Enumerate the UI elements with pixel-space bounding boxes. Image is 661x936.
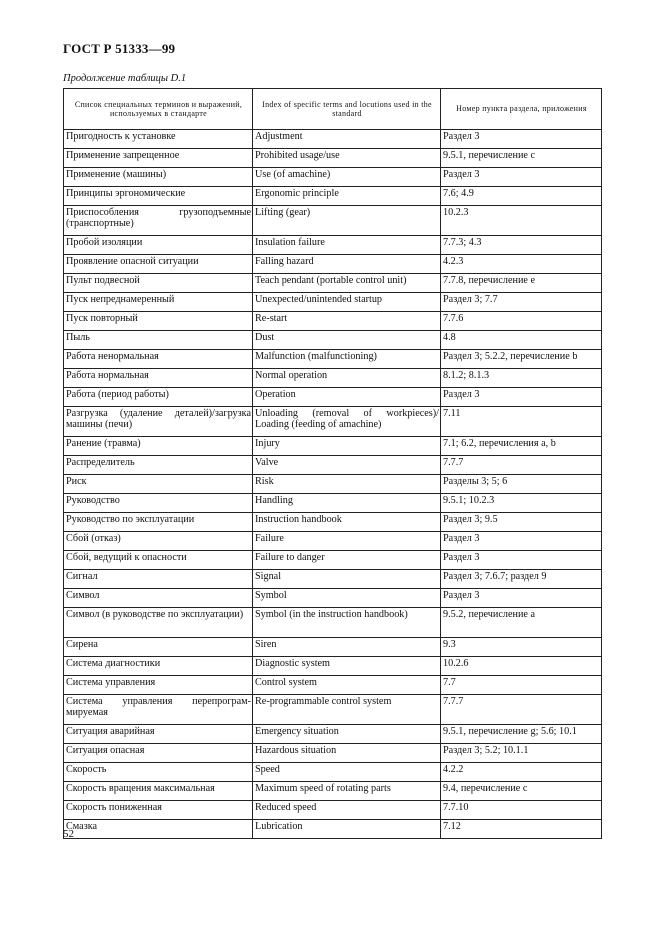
cell-russian-term: Ситуация опасная: [64, 744, 253, 763]
table-row: [64, 638, 602, 657]
cell-russian-term: Сигнал: [64, 570, 253, 589]
cell-section-number: 7.7.10: [441, 801, 602, 820]
cell-section-number: 7.12: [441, 820, 602, 839]
table-row: [64, 206, 602, 236]
table-row: [64, 725, 602, 744]
table-row: [64, 293, 602, 312]
cell-section-number: Разделы 3; 5; 6: [441, 475, 602, 494]
table-row: [64, 407, 602, 437]
table-row: [64, 312, 602, 331]
cell-english-term: Teach pendant (portable control unit): [253, 274, 441, 293]
table-row: [64, 168, 602, 187]
table-row: [64, 369, 602, 388]
cell-section-number: Раздел 3: [441, 130, 602, 149]
cell-english-term: Risk: [253, 475, 441, 494]
cell-russian-term: Пригодность к установке: [64, 130, 253, 149]
cell-english-term: Instruction handbook: [253, 513, 441, 532]
cell-section-number: 7.7.3; 4.3: [441, 236, 602, 255]
cell-english-term: Unexpected/unintended startup: [253, 293, 441, 312]
cell-russian-term: Применение запрещенное: [64, 149, 253, 168]
cell-section-number: 9.3: [441, 638, 602, 657]
cell-english-term: Unloading (removal of workpieces)/ Loading (feeding of amachine): [253, 407, 441, 437]
cell-english-term: Use (of amachine): [253, 168, 441, 187]
cell-english-term: Reduced speed: [253, 801, 441, 820]
cell-section-number: Раздел 3; 7.7: [441, 293, 602, 312]
table-row: [64, 456, 602, 475]
table-row: [64, 437, 602, 456]
cell-english-term: Hazardous situation: [253, 744, 441, 763]
cell-russian-term: Распределитель: [64, 456, 253, 475]
cell-english-term: Ergonomic principle: [253, 187, 441, 206]
table-row: [64, 657, 602, 676]
cell-english-term: Insulation failure: [253, 236, 441, 255]
table-row: [64, 255, 602, 274]
cell-russian-term: Система диагностики: [64, 657, 253, 676]
cell-russian-term: Смазка: [64, 820, 253, 839]
cell-english-term: Symbol: [253, 589, 441, 608]
cell-section-number: 7.1; 6.2, перечисления а, b: [441, 437, 602, 456]
cell-section-number: Раздел 3: [441, 388, 602, 407]
cell-russian-term: Риск: [64, 475, 253, 494]
table-row: [64, 187, 602, 206]
table-row: [64, 532, 602, 551]
cell-english-term: Control system: [253, 676, 441, 695]
terms-index-table: [63, 88, 602, 839]
table-continuation-caption: Продолжение таблицы D.1: [63, 73, 187, 84]
table-row: [64, 676, 602, 695]
cell-english-term: Valve: [253, 456, 441, 475]
cell-section-number: 9.4, перечисление с: [441, 782, 602, 801]
cell-section-number: 7.11: [441, 407, 602, 437]
cell-section-number: Раздел 3; 5.2.2, перечисление b: [441, 350, 602, 369]
cell-russian-term: Ранение (травма): [64, 437, 253, 456]
cell-section-number: Раздел 3; 9.5: [441, 513, 602, 532]
cell-section-number: 4.2.3: [441, 255, 602, 274]
cell-russian-term: Пробой изоляции: [64, 236, 253, 255]
cell-english-term: Re-start: [253, 312, 441, 331]
cell-english-term: Failure: [253, 532, 441, 551]
cell-section-number: 7.7: [441, 676, 602, 695]
cell-section-number: Раздел 3; 5.2; 10.1.1: [441, 744, 602, 763]
table-row: [64, 744, 602, 763]
cell-russian-term: Скорость пониженная: [64, 801, 253, 820]
cell-russian-term: Сбой, ведущий к опасности: [64, 551, 253, 570]
table-row: [64, 350, 602, 369]
cell-section-number: Раздел 3: [441, 551, 602, 570]
cell-section-number: 9.5.2, перечисление а: [441, 608, 602, 638]
cell-russian-term: Символ (в руководстве по эксплуатации): [64, 608, 253, 638]
table-row: [64, 782, 602, 801]
cell-section-number: Раздел 3: [441, 168, 602, 187]
cell-english-term: Symbol (in the instruction handbook): [253, 608, 441, 638]
cell-english-term: Speed: [253, 763, 441, 782]
table-row: [64, 130, 602, 149]
table-row: [64, 589, 602, 608]
column-header-russian-terms: Список специальных терминов и выражений, используемых в стандарте: [64, 89, 253, 130]
table-row: [64, 149, 602, 168]
page-number: 52: [63, 828, 74, 840]
cell-section-number: 9.5.1, перечисление g; 5.6; 10.1: [441, 725, 602, 744]
cell-russian-term: Работа нормальная: [64, 369, 253, 388]
cell-section-number: 4.2.2: [441, 763, 602, 782]
cell-russian-term: Пуск повторный: [64, 312, 253, 331]
cell-english-term: Signal: [253, 570, 441, 589]
cell-english-term: Emergency situation: [253, 725, 441, 744]
cell-english-term: Normal operation: [253, 369, 441, 388]
cell-english-term: Failure to danger: [253, 551, 441, 570]
cell-russian-term: Ситуация аварийная: [64, 725, 253, 744]
cell-english-term: Re-programmable control system: [253, 695, 441, 725]
document-standard-id: ГОСТ Р 51333—99: [63, 41, 176, 56]
cell-english-term: Falling hazard: [253, 255, 441, 274]
cell-section-number: 7.7.8, перечисление е: [441, 274, 602, 293]
table-row: [64, 236, 602, 255]
cell-section-number: 7.7.7: [441, 695, 602, 725]
cell-section-number: 7.7.7: [441, 456, 602, 475]
cell-russian-term: Принципы эргономические: [64, 187, 253, 206]
cell-section-number: 10.2.3: [441, 206, 602, 236]
cell-russian-term: Пульт подвесной: [64, 274, 253, 293]
table-row: [64, 331, 602, 350]
cell-russian-term: Разгрузка (удаление деталей)/загрузка машины (печи): [64, 407, 253, 437]
cell-english-term: Maximum speed of rotating parts: [253, 782, 441, 801]
cell-russian-term: Символ: [64, 589, 253, 608]
cell-english-term: Lifting (gear): [253, 206, 441, 236]
cell-section-number: 9.5.1; 10.2.3: [441, 494, 602, 513]
cell-section-number: 9.5.1, перечисление с: [441, 149, 602, 168]
cell-russian-term: Пыль: [64, 331, 253, 350]
table-row: [64, 695, 602, 725]
cell-russian-term: Скорость вращения максимальная: [64, 782, 253, 801]
cell-english-term: Operation: [253, 388, 441, 407]
cell-english-term: Dust: [253, 331, 441, 350]
table-row: [64, 570, 602, 589]
cell-russian-term: Работа ненормальная: [64, 350, 253, 369]
cell-section-number: 4.8: [441, 331, 602, 350]
cell-russian-term: Скорость: [64, 763, 253, 782]
table-header-row: [64, 89, 602, 130]
cell-english-term: Diagnostic system: [253, 657, 441, 676]
cell-russian-term: Применение (машины): [64, 168, 253, 187]
cell-english-term: Prohibited usage/use: [253, 149, 441, 168]
cell-russian-term: Приспособления грузоподъемные (транспортные): [64, 206, 253, 236]
column-header-english-terms: Index of specific terms and locutions used in the standard: [253, 89, 441, 130]
table-row: [64, 513, 602, 532]
cell-section-number: Раздел 3; 7.6.7; раздел 9: [441, 570, 602, 589]
cell-section-number: 7.7.6: [441, 312, 602, 331]
cell-russian-term: Сирена: [64, 638, 253, 657]
cell-section-number: 10.2.6: [441, 657, 602, 676]
table-row: [64, 475, 602, 494]
cell-russian-term: Проявление опасной ситуации: [64, 255, 253, 274]
cell-english-term: Malfunction (malfunctioning): [253, 350, 441, 369]
cell-english-term: Adjustment: [253, 130, 441, 149]
cell-russian-term: Руководство по эксплуатации: [64, 513, 253, 532]
cell-russian-term: Система управления: [64, 676, 253, 695]
cell-english-term: Injury: [253, 437, 441, 456]
cell-russian-term: Пуск непреднамеренный: [64, 293, 253, 312]
cell-russian-term: Сбой (отказ): [64, 532, 253, 551]
column-header-section-number: Номер пункта раздела, приложения: [441, 89, 602, 130]
cell-english-term: Handling: [253, 494, 441, 513]
table-row: [64, 494, 602, 513]
table-row: [64, 274, 602, 293]
cell-section-number: Раздел 3: [441, 532, 602, 551]
table-row: [64, 801, 602, 820]
cell-russian-term: Работа (период работы): [64, 388, 253, 407]
cell-english-term: Siren: [253, 638, 441, 657]
cell-section-number: 8.1.2; 8.1.3: [441, 369, 602, 388]
cell-section-number: Раздел 3: [441, 589, 602, 608]
table-row: [64, 608, 602, 638]
cell-russian-term: Система управления перепрограм-мируемая: [64, 695, 253, 725]
table-row: [64, 388, 602, 407]
cell-russian-term: Руководство: [64, 494, 253, 513]
table-row: [64, 763, 602, 782]
cell-section-number: 7.6; 4.9: [441, 187, 602, 206]
table-row: [64, 551, 602, 570]
table-body: [64, 130, 602, 839]
cell-english-term: Lubrication: [253, 820, 441, 839]
table-row: [64, 820, 602, 839]
